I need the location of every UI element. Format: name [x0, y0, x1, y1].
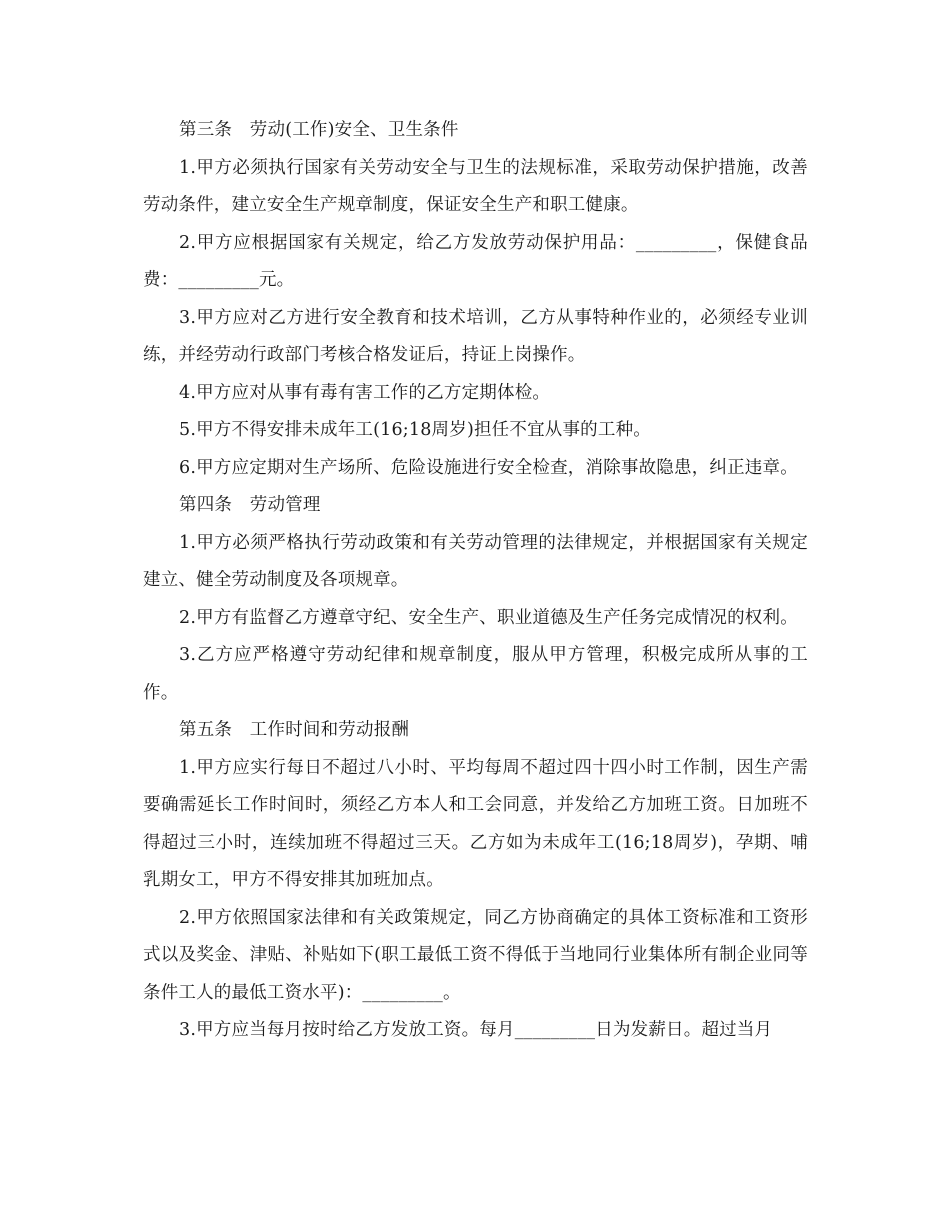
article-3-clause-3: 3.甲方应对乙方进行安全教育和技术培训，乙方从事特种作业的，必须经专业训练，并经劳动行政部门考核合格发证后，持证上岗操作。 [143, 307, 808, 365]
article-3-clause-2: 2.甲方应根据国家有关规定，给乙方发放劳动保护用品：_________，保健食品费：_________元。 [143, 232, 808, 290]
article-4-heading: 第四条 劳动管理 [179, 495, 321, 515]
article-5-clause-2: 2.甲方依照国家法律和有关政策规定，同乙方协商确定的具体工资标准和工资形式以及奖金、津贴、补贴如下(职工最低工资不得低于当地同行业集体所有制企业同等条件工人的最低工资水平)：_________。 [143, 907, 808, 1003]
article-5-clause-3: 3.甲方应当每月按时给乙方发放工资。每月_________日为发薪日。超过当月 [179, 1020, 773, 1040]
article-5-heading: 第五条 工作时间和劳动报酬 [179, 720, 410, 740]
article-3-clause-5: 5.甲方不得安排未成年工(16;18周岁)担任不宜从事的工种。 [179, 420, 651, 440]
article-3-heading: 第三条 劳动(工作)安全、卫生条件 [179, 120, 459, 140]
article-4-clause-2: 2.甲方有监督乙方遵章守纪、安全生产、职业道德及生产任务完成情况的权利。 [179, 607, 798, 628]
document-body [143, 112, 808, 1050]
article-4-clause-1: 1.甲方必须严格执行劳动政策和有关劳动管理的法律规定，并根据国家有关规定建立、健全劳动制度及各项规章。 [143, 532, 808, 590]
article-5-clause-1: 1.甲方应实行每日不超过八小时、平均每周不超过四十四小时工作制，因生产需要确需延长工作时间时，须经乙方本人和工会同意，并发给乙方加班工资。日加班不得超过三小时，连续加班不得超过三天。乙方如为未成年工(16;18周岁)，孕期、哺乳期女工，甲方不得安排其加班加点。 [143, 757, 808, 890]
article-3-clause-1: 1.甲方必须执行国家有关劳动安全与卫生的法规标准，采取劳动保护措施，改善劳动条件，建立安全生产规章制度，保证安全生产和职工健康。 [143, 157, 808, 215]
article-3-clause-4: 4.甲方应对从事有毒有害工作的乙方定期体检。 [179, 382, 551, 403]
article-3-clause-6: 6.甲方应定期对生产场所、危险设施进行安全检查，消除事故隐患，纠正违章。 [179, 457, 798, 478]
article-4-clause-3: 3.乙方应严格遵守劳动纪律和规章制度，服从甲方管理，积极完成所从事的工作。 [143, 645, 808, 703]
